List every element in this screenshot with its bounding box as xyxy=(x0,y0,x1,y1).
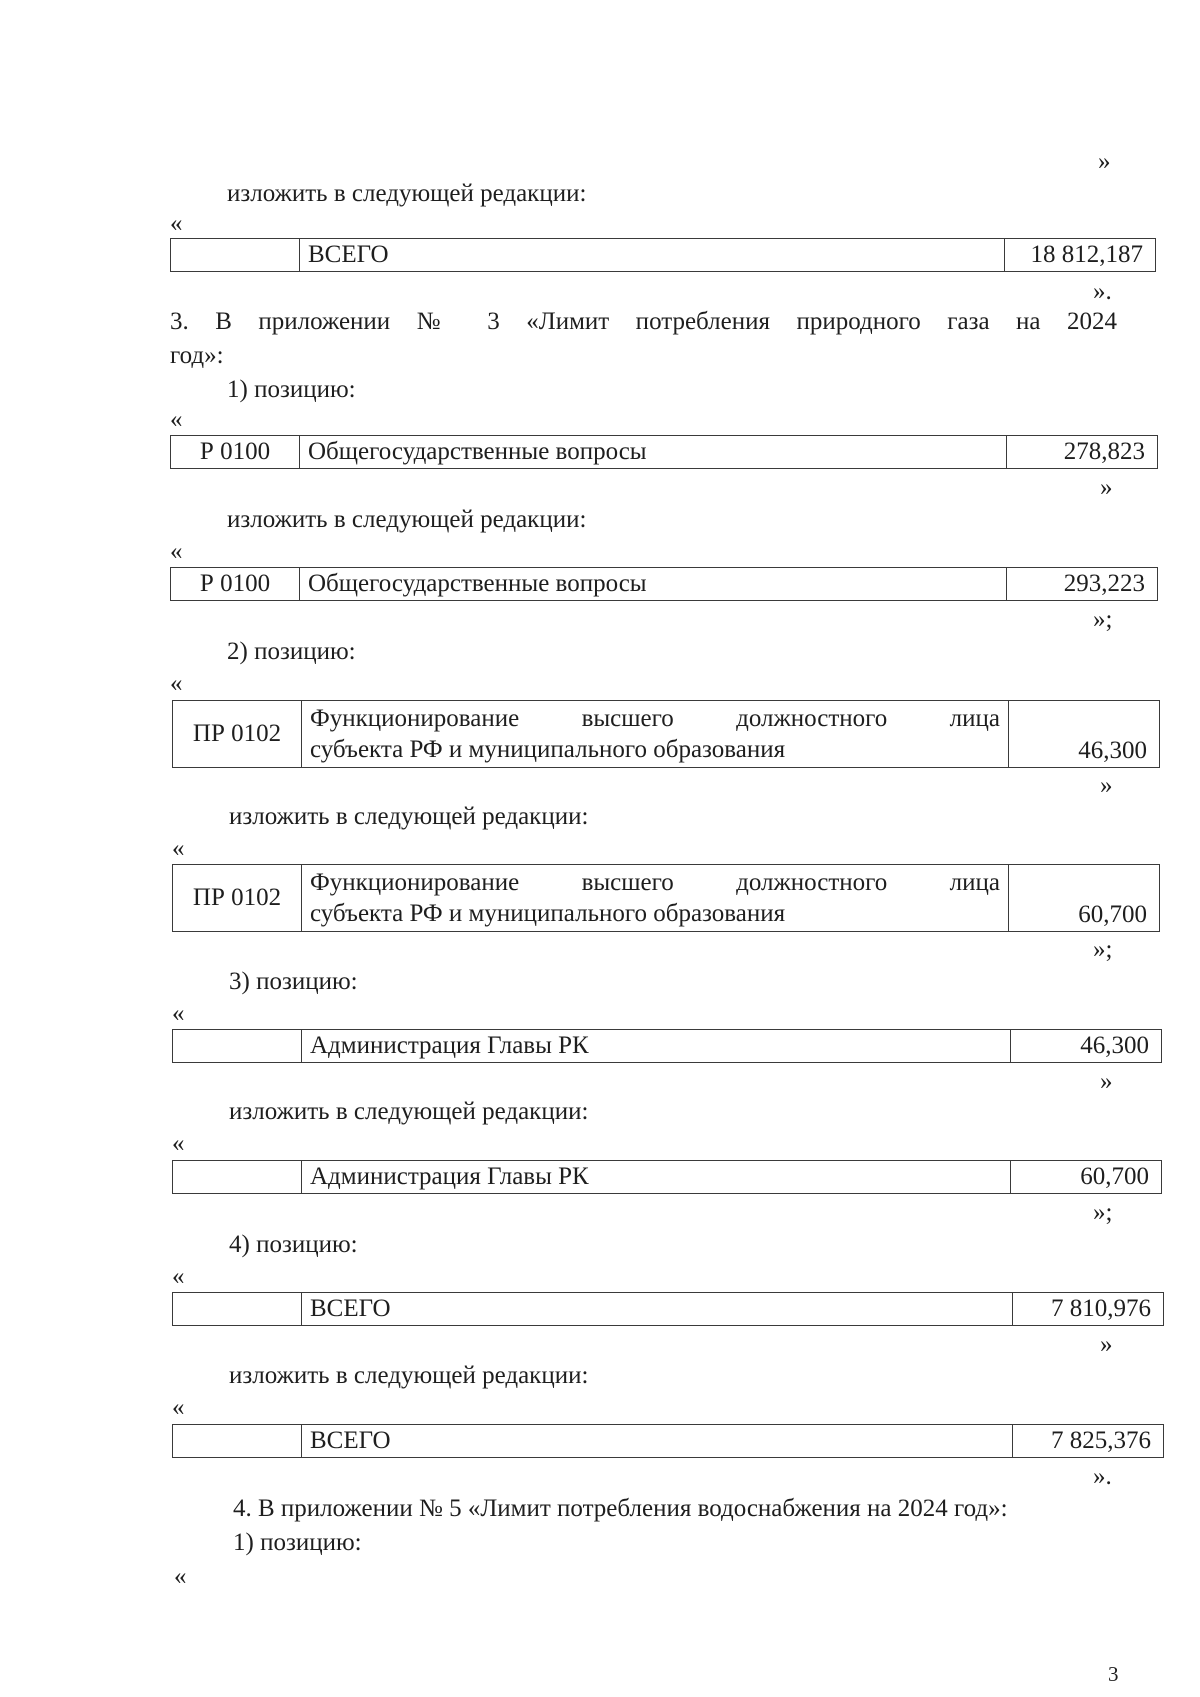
closing-quote: » xyxy=(1100,1331,1113,1358)
item-4-label: 4) позицию: xyxy=(229,1231,358,1258)
table-name-cell: ВСЕГО xyxy=(300,239,1005,272)
table-code-cell: Р 0100 xyxy=(171,436,300,469)
position-table-pr0102-current xyxy=(172,700,1160,768)
table-code-cell xyxy=(173,1425,302,1458)
table-value-cell: 46,300 xyxy=(1009,701,1160,768)
section-4-heading: 4. В приложении № 5 «Лимит потребления водоснабжения на 2024 год»: xyxy=(233,1495,1008,1522)
table-name-line-1: Функционирование высшего должностного лица xyxy=(310,869,1000,896)
table-value-cell: 7 825,376 xyxy=(1013,1425,1164,1458)
edit-instruction: изложить в следующей редакции: xyxy=(227,506,587,533)
table-code-cell: ПР 0102 xyxy=(173,865,302,932)
edit-instruction: изложить в следующей редакции: xyxy=(229,1362,589,1389)
edit-instruction: изложить в следующей редакции: xyxy=(227,180,587,207)
table-name-cell: Общегосударственные вопросы xyxy=(300,568,1007,601)
table-name-cell: ВСЕГО xyxy=(302,1293,1013,1326)
table-code-cell: ПР 0102 xyxy=(173,701,302,768)
opening-quote: « xyxy=(170,210,183,237)
section-4-item-1-label: 1) позицию: xyxy=(233,1529,362,1556)
table-name-line-2: субъекта РФ и муниципального образования xyxy=(310,900,786,927)
table-value-cell: 46,300 xyxy=(1011,1030,1162,1063)
closing-quote: » xyxy=(1098,148,1111,175)
opening-quote: « xyxy=(172,1263,185,1290)
closing-quote: » xyxy=(1100,1068,1113,1095)
table-name-cell: Администрация Главы РК xyxy=(302,1161,1011,1194)
position-table-total-new xyxy=(172,1424,1164,1458)
edit-instruction: изложить в следующей редакции: xyxy=(229,803,589,830)
position-table-total-gas-previous xyxy=(170,238,1156,272)
opening-quote: « xyxy=(172,835,185,862)
table-name-cell xyxy=(302,865,1009,932)
position-table-total-current xyxy=(172,1292,1164,1326)
table-name-line-2: субъекта РФ и муниципального образования xyxy=(310,736,786,763)
opening-quote: « xyxy=(172,1394,185,1421)
opening-quote: « xyxy=(170,670,183,697)
item-3-label: 3) позицию: xyxy=(229,968,358,995)
table-code-cell xyxy=(171,239,300,272)
position-table-p0100-new xyxy=(170,567,1158,601)
opening-quote: « xyxy=(172,1000,185,1027)
table-name-cell xyxy=(302,701,1009,768)
table-code-cell xyxy=(173,1161,302,1194)
position-table-pr0102-new xyxy=(172,864,1160,932)
section-3-heading: 3. В приложении № 3 «Лимит потребления природного газа на 2024 xyxy=(170,308,1117,335)
position-table-admin-new xyxy=(172,1160,1162,1194)
opening-quote: « xyxy=(172,1130,185,1157)
item-1-label: 1) позицию: xyxy=(227,376,356,403)
closing-quote: »; xyxy=(1093,1199,1113,1226)
page-number: 3 xyxy=(1108,1662,1119,1686)
table-name-cell: Общегосударственные вопросы xyxy=(300,436,1007,469)
opening-quote: « xyxy=(174,1563,187,1590)
closing-quote: »; xyxy=(1093,606,1113,633)
closing-quote: ». xyxy=(1093,278,1112,305)
table-value-cell: 60,700 xyxy=(1009,865,1160,932)
closing-quote: ». xyxy=(1093,1463,1112,1490)
table-value-cell: 293,223 xyxy=(1007,568,1158,601)
opening-quote: « xyxy=(170,538,183,565)
table-name-line-1: Функционирование высшего должностного лица xyxy=(310,705,1000,732)
position-table-admin-current xyxy=(172,1029,1162,1063)
table-value-cell: 18 812,187 xyxy=(1005,239,1156,272)
table-code-cell: Р 0100 xyxy=(171,568,300,601)
section-3-heading-continuation: год»: xyxy=(170,342,224,369)
table-code-cell xyxy=(173,1293,302,1326)
table-code-cell xyxy=(173,1030,302,1063)
closing-quote: » xyxy=(1100,474,1113,501)
closing-quote: » xyxy=(1100,772,1113,799)
table-name-cell: ВСЕГО xyxy=(302,1425,1013,1458)
table-value-cell: 7 810,976 xyxy=(1013,1293,1164,1326)
table-name-cell: Администрация Главы РК xyxy=(302,1030,1011,1063)
closing-quote: »; xyxy=(1093,936,1113,963)
opening-quote: « xyxy=(170,406,183,433)
table-value-cell: 60,700 xyxy=(1011,1161,1162,1194)
position-table-p0100-current xyxy=(170,435,1158,469)
edit-instruction: изложить в следующей редакции: xyxy=(229,1098,589,1125)
table-value-cell: 278,823 xyxy=(1007,436,1158,469)
item-2-label: 2) позицию: xyxy=(227,638,356,665)
